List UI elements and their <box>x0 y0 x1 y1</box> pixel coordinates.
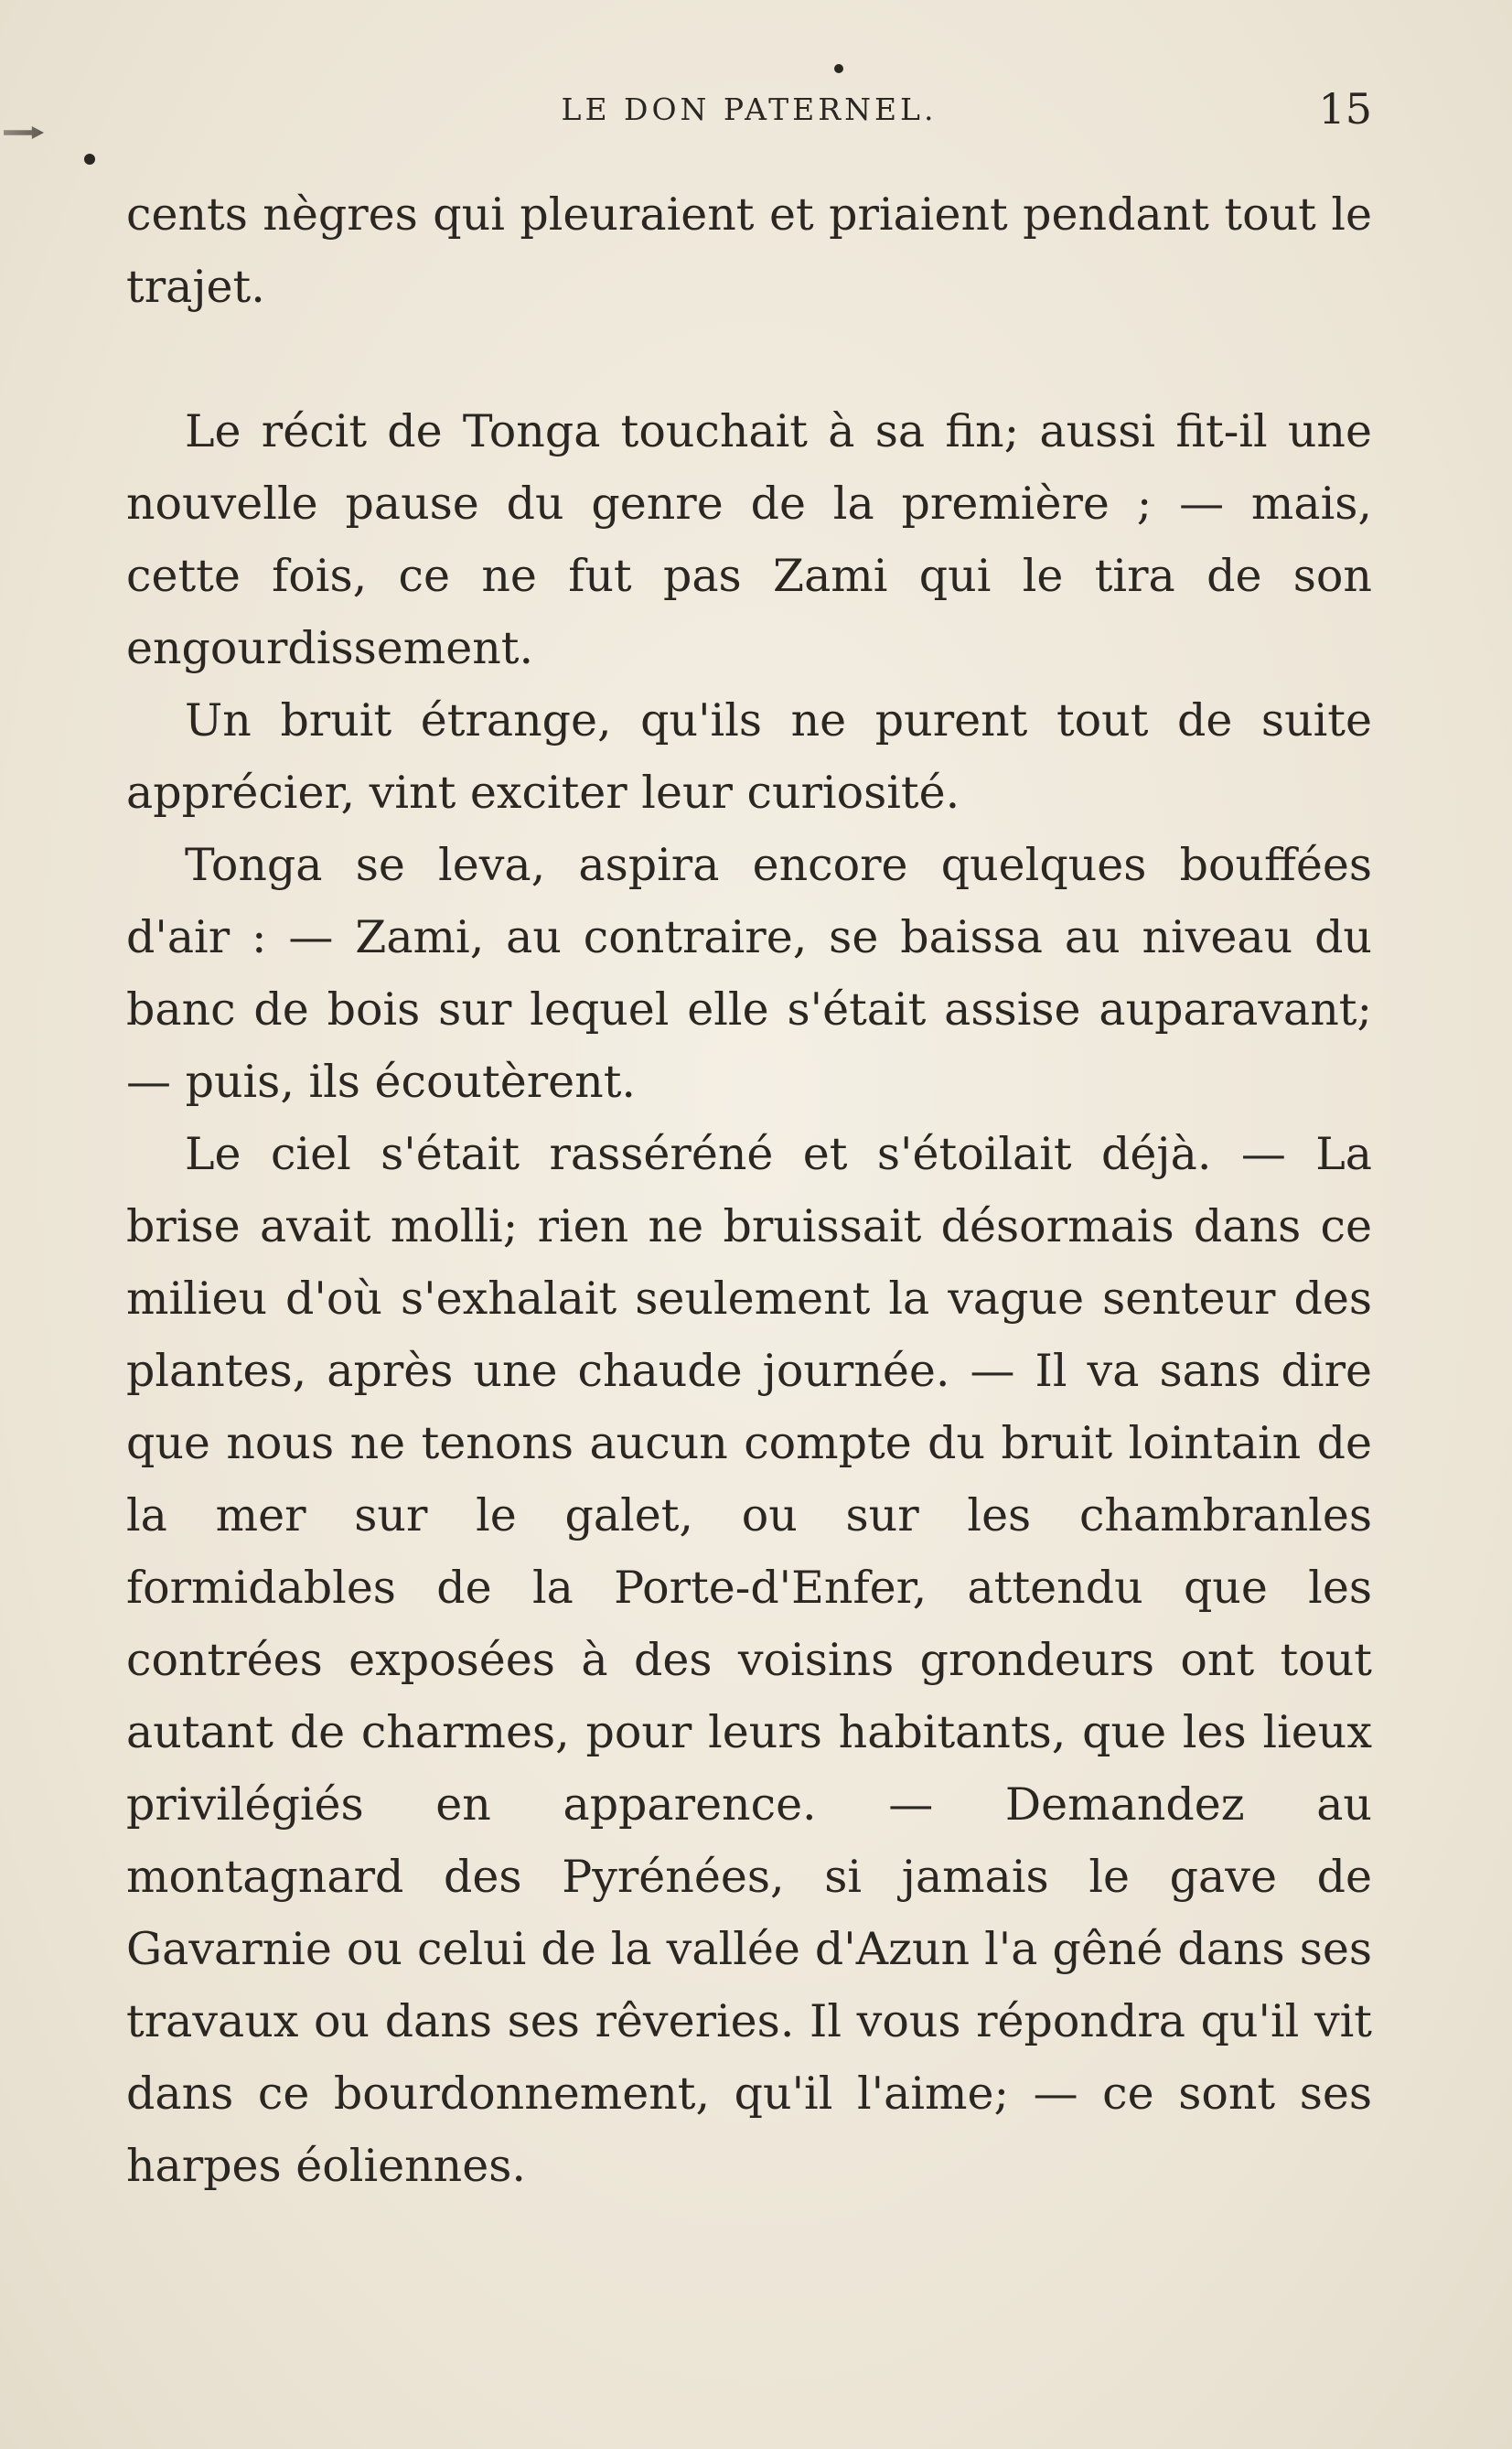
margin-dot <box>84 154 95 165</box>
paragraph: Le récit de Tonga touchait à sa fin; aussi fit-il une nouvelle pause du genre de la première ; — mais, cette fois, ce ne fut pas Zami qui le tira de son engourdissement. <box>126 405 1372 674</box>
paragraph: cents nègres qui pleuraient et priaient pendant tout le trajet. <box>126 188 1372 313</box>
margin-mark <box>4 126 44 139</box>
paragraph: Tonga se leva, aspira encore quelques bouffées d'air : — Zami, au contraire, se baissa au niveau du banc de bois sur lequel elle s'était assise auparavant; — puis, ils écoutèrent. <box>126 839 1372 1108</box>
paragraph: Un bruit étrange, qu'ils ne purent tout de suite apprécier, vint exciter leur curiosité. <box>126 694 1372 819</box>
printer-dot <box>834 64 843 73</box>
body-text <box>126 178 1372 2202</box>
page-header <box>126 84 1372 139</box>
running-title: LE DON PATERNEL. <box>561 91 938 127</box>
paragraph: Le ciel s'était rasséréné et s'étoilait déjà. — La brise avait molli; rien ne bruissait désormais dans ce milieu d'où s'exhalait seulement la vague senteur des plantes, après une chaude journée. — Il va sans dire que nous ne tenons aucun compte du bruit lointain de la mer sur le galet, ou sur les chambranles formidables de la Porte-d'Enfer, attendu que les contrées exposées à des voisins grondeurs ont tout autant de charmes, pour leurs habitants, que les lieux privilégiés en apparence. — Demandez au montagnard des Pyrénées, si jamais le gave de Gavarnie ou celui de la vallée d'Azun l'a gêné dans ses travaux ou dans ses rêveries. Il vous répondra qu'il vit dans ce bourdonnement, qu'il l'aime; — ce sont ses harpes éoliennes. <box>126 1128 1372 2192</box>
page-number: 15 <box>1318 84 1372 134</box>
